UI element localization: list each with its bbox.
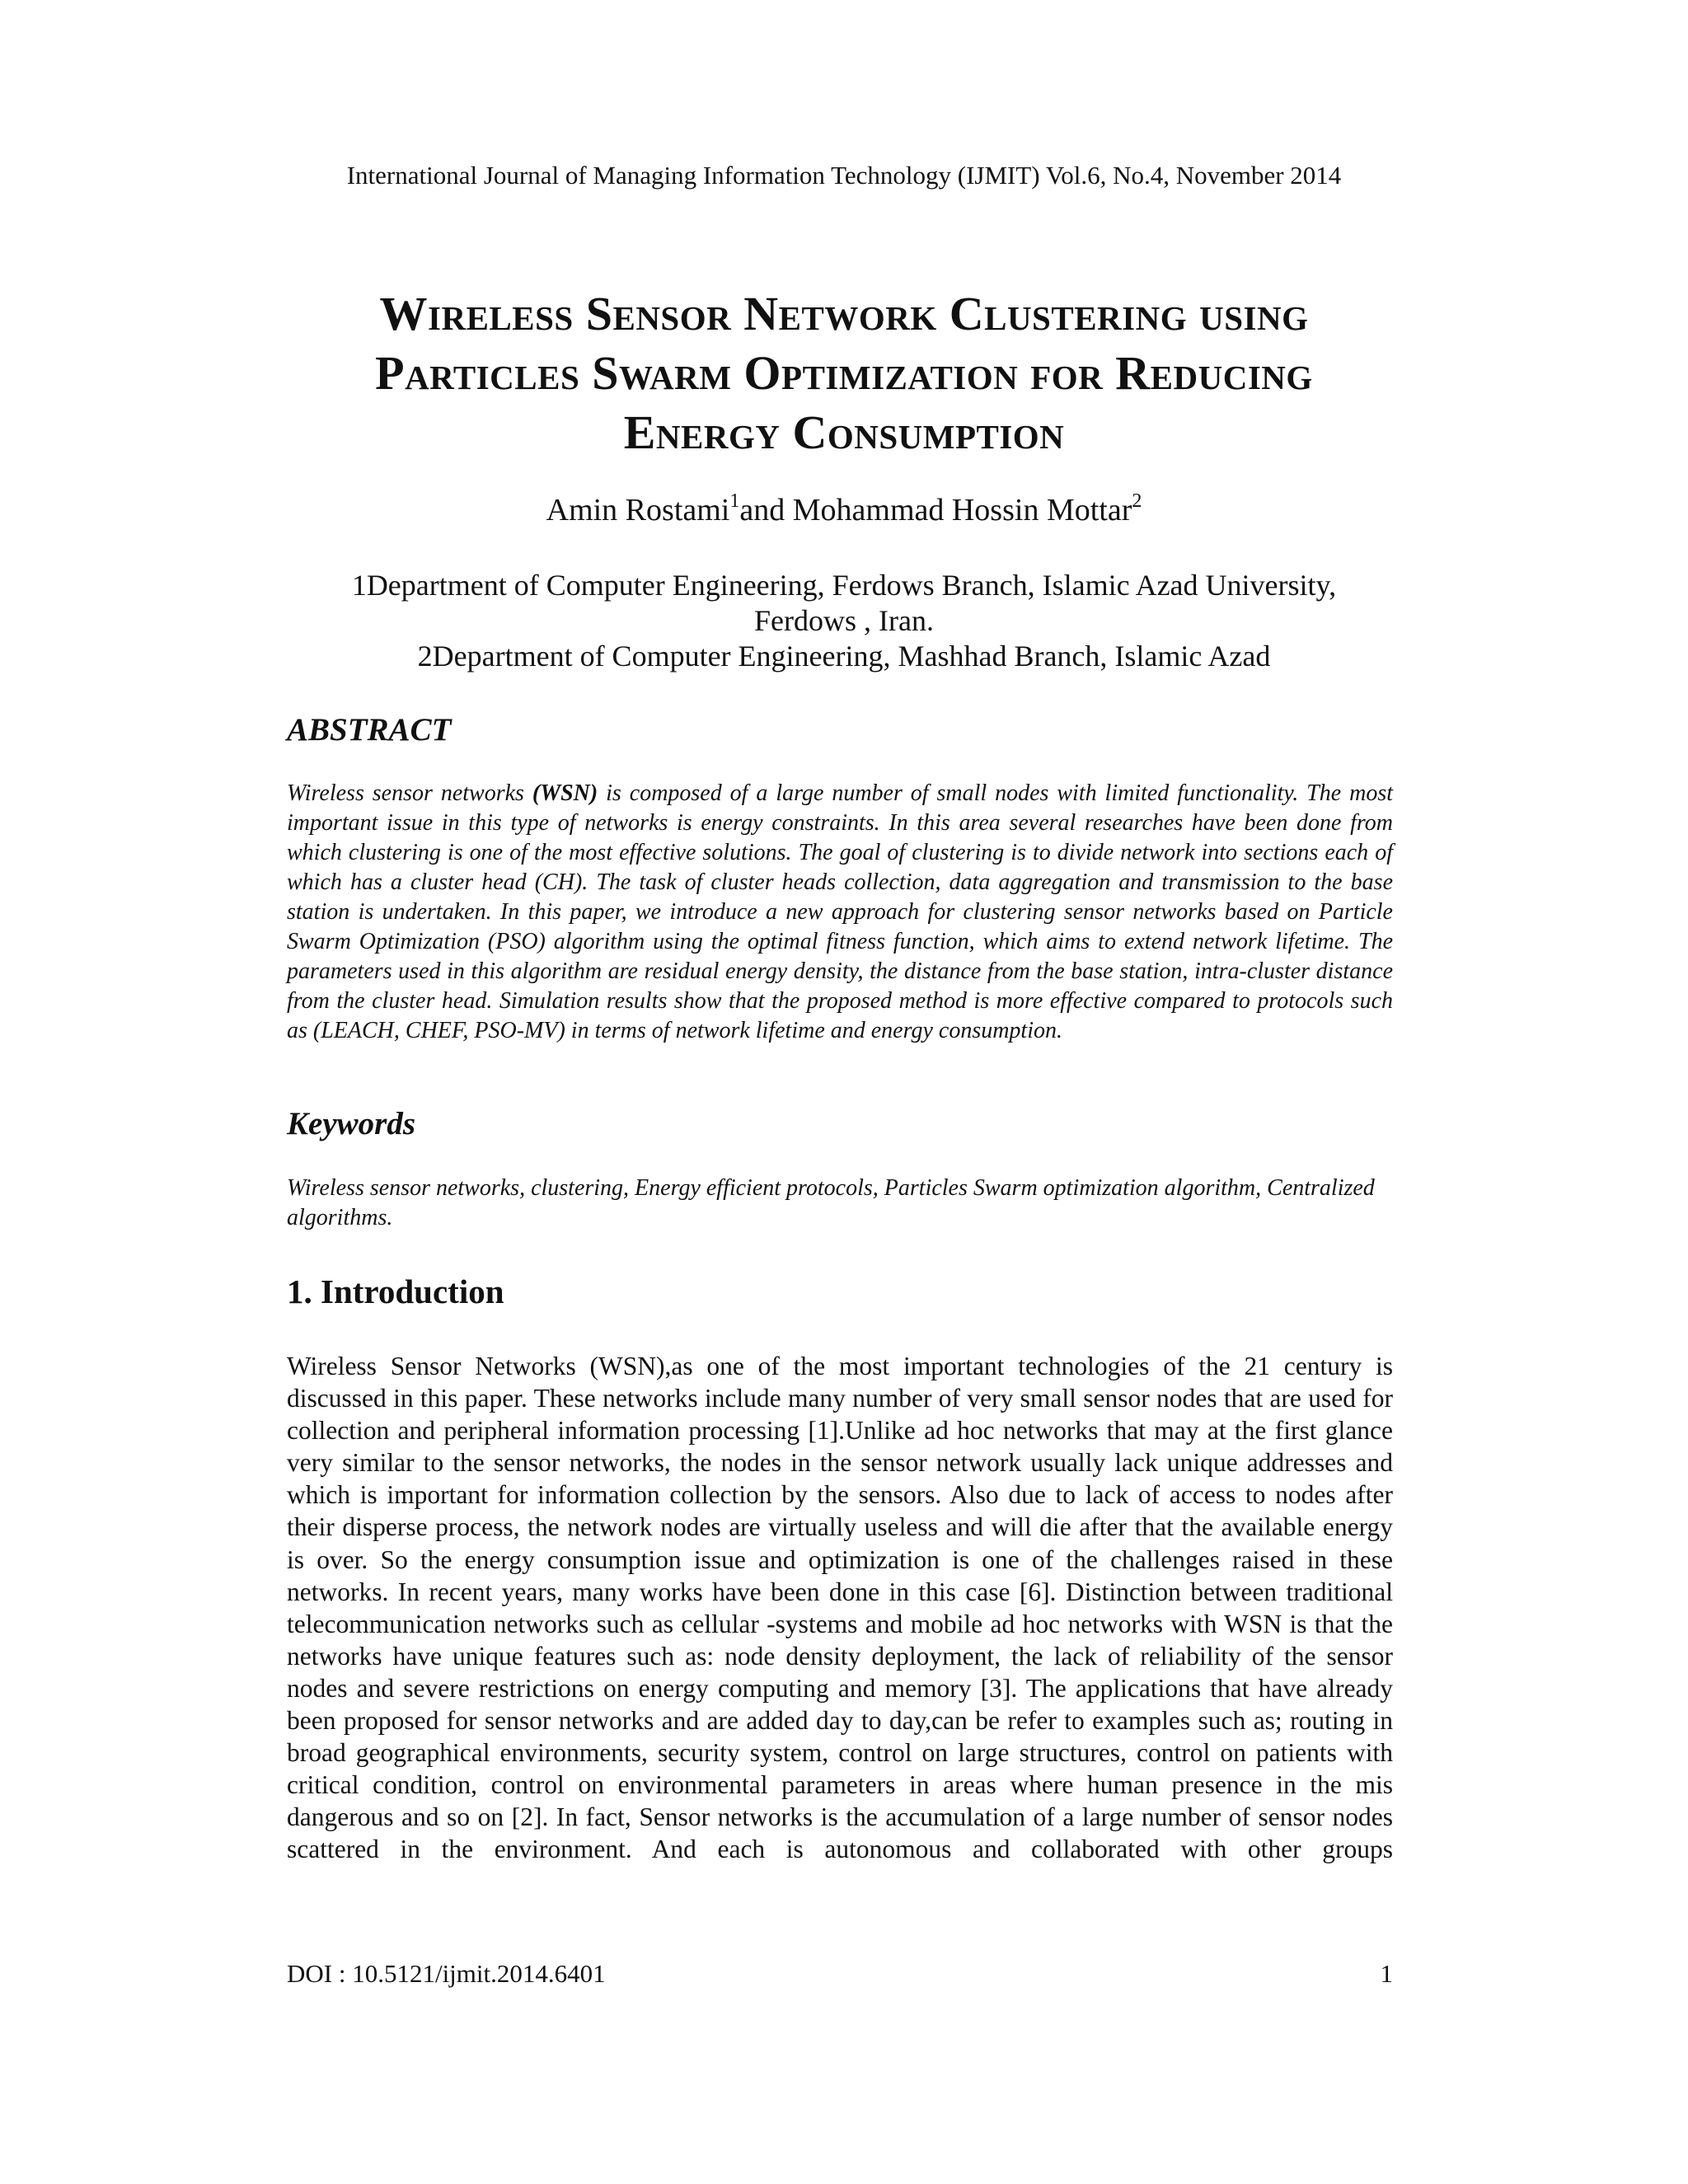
introduction-paragraph: Wireless Sensor Networks (WSN),as one of the most important technologies of the 21 century is discussed in this paper. These networks include many number of very small sensor nodes that are used for collection and peripheral information processing [1].Unlike ad hoc networks that may at the first glance very similar to the sensor networks, the nodes in the sensor network usually lack unique addresses and which is important for information collection by the sensors. Also due to lack of access to nodes after their disperse process, the network nodes are virtually useless and will die after that the available energy is over. So the energy consumption issue and optimization is one of the challenges raised in these networks. In recent years, many works have been done in this case [6]. Distinction between traditional telecommunication networks such as cellular -systems and mobile ad hoc networks with WSN is that the networks have unique features such as: node density deployment, the lack of reliability of the sensor nodes and severe restrictions on energy computing and memory [3]. The applications that have already been proposed for sensor networks and are added day to day,can be refer to examples such as; routing in broad geographical environments, security system, control on large structures, control on patients with critical condition, control on environmental parameters in areas where human presence in the mis dangerous and so on [2]. In fact, Sensor networks is the accumulation of a large number of sensor nodes scattered in the environment. And each is autonomous and collaborated with other groups [287,1352,1393,1864]
affiliations [247,568,1441,674]
abstract-text-rest: is composed of a large number of small nodes with limited functionality. The most important issue in this type of networks is energy constraints. In this area several researches have been done from which clustering is one of the most effective solutions. The goal of clustering is to divide network into sections each of which has a cluster head (CH). The task of cluster heads collection, data aggregation and transmission to the base station is undertaken. In this paper, we introduce a new approach for clustering sensor networks based on Particle Swarm Optimization (PSO) algorithm using the optimal fitness function, which aims to extend network lifetime. The parameters used in this algorithm are residual energy density, the distance from the base station, intra-cluster distance from the cluster head. Simulation results show that the proposed method is more effective compared to protocols such as (LEACH, CHEF, PSO-MV) in terms of network lifetime and energy consumption. [287,780,1393,1043]
author-name: and Mohammad Hossin Mottar [739,493,1132,527]
keywords-text: Wireless sensor networks, clustering, Energy efficient protocols, Particles Swarm optimization algorithm, Centralized algorithms. [287,1175,1375,1230]
section-heading-introduction: 1. Introduction [287,1272,504,1310]
affiliation-line: 1Department of Computer Engineering, Ferdows Branch, Islamic Azad University, [351,569,1337,602]
keywords-heading: Keywords [287,1106,415,1141]
affiliation-mark: 1 [729,490,740,512]
page-number: 1 [1380,1959,1393,1988]
affiliation-mark: 2 [1132,490,1142,512]
abstract-text [287,779,1393,1046]
title-line-2: Particles Swarm Optimization for Reducing [375,346,1313,400]
title-line-1: Wireless Sensor Network Clustering using [379,287,1309,340]
abstract-text-start: Wireless sensor networks [287,780,532,806]
footer-doi: DOI : 10.5121/ijmit.2014.6401 [287,1959,606,1988]
paper-title [247,284,1441,462]
title-line-3: Energy Consumption [623,405,1065,459]
running-header: International Journal of Managing Information Technology (IJMIT) Vol.6, No.4, November 2014 [346,161,1342,190]
abstract-heading: ABSTRACT [287,712,452,748]
abstract-wsn-acronym: (WSN) [532,780,598,806]
author-name: Amin Rostami [546,493,730,527]
affiliation-line: 2Department of Computer Engineering, Mashhad Branch, Islamic Azad [417,640,1271,673]
author-list [0,490,1688,530]
affiliation-line: Ferdows , Iran. [754,604,934,637]
